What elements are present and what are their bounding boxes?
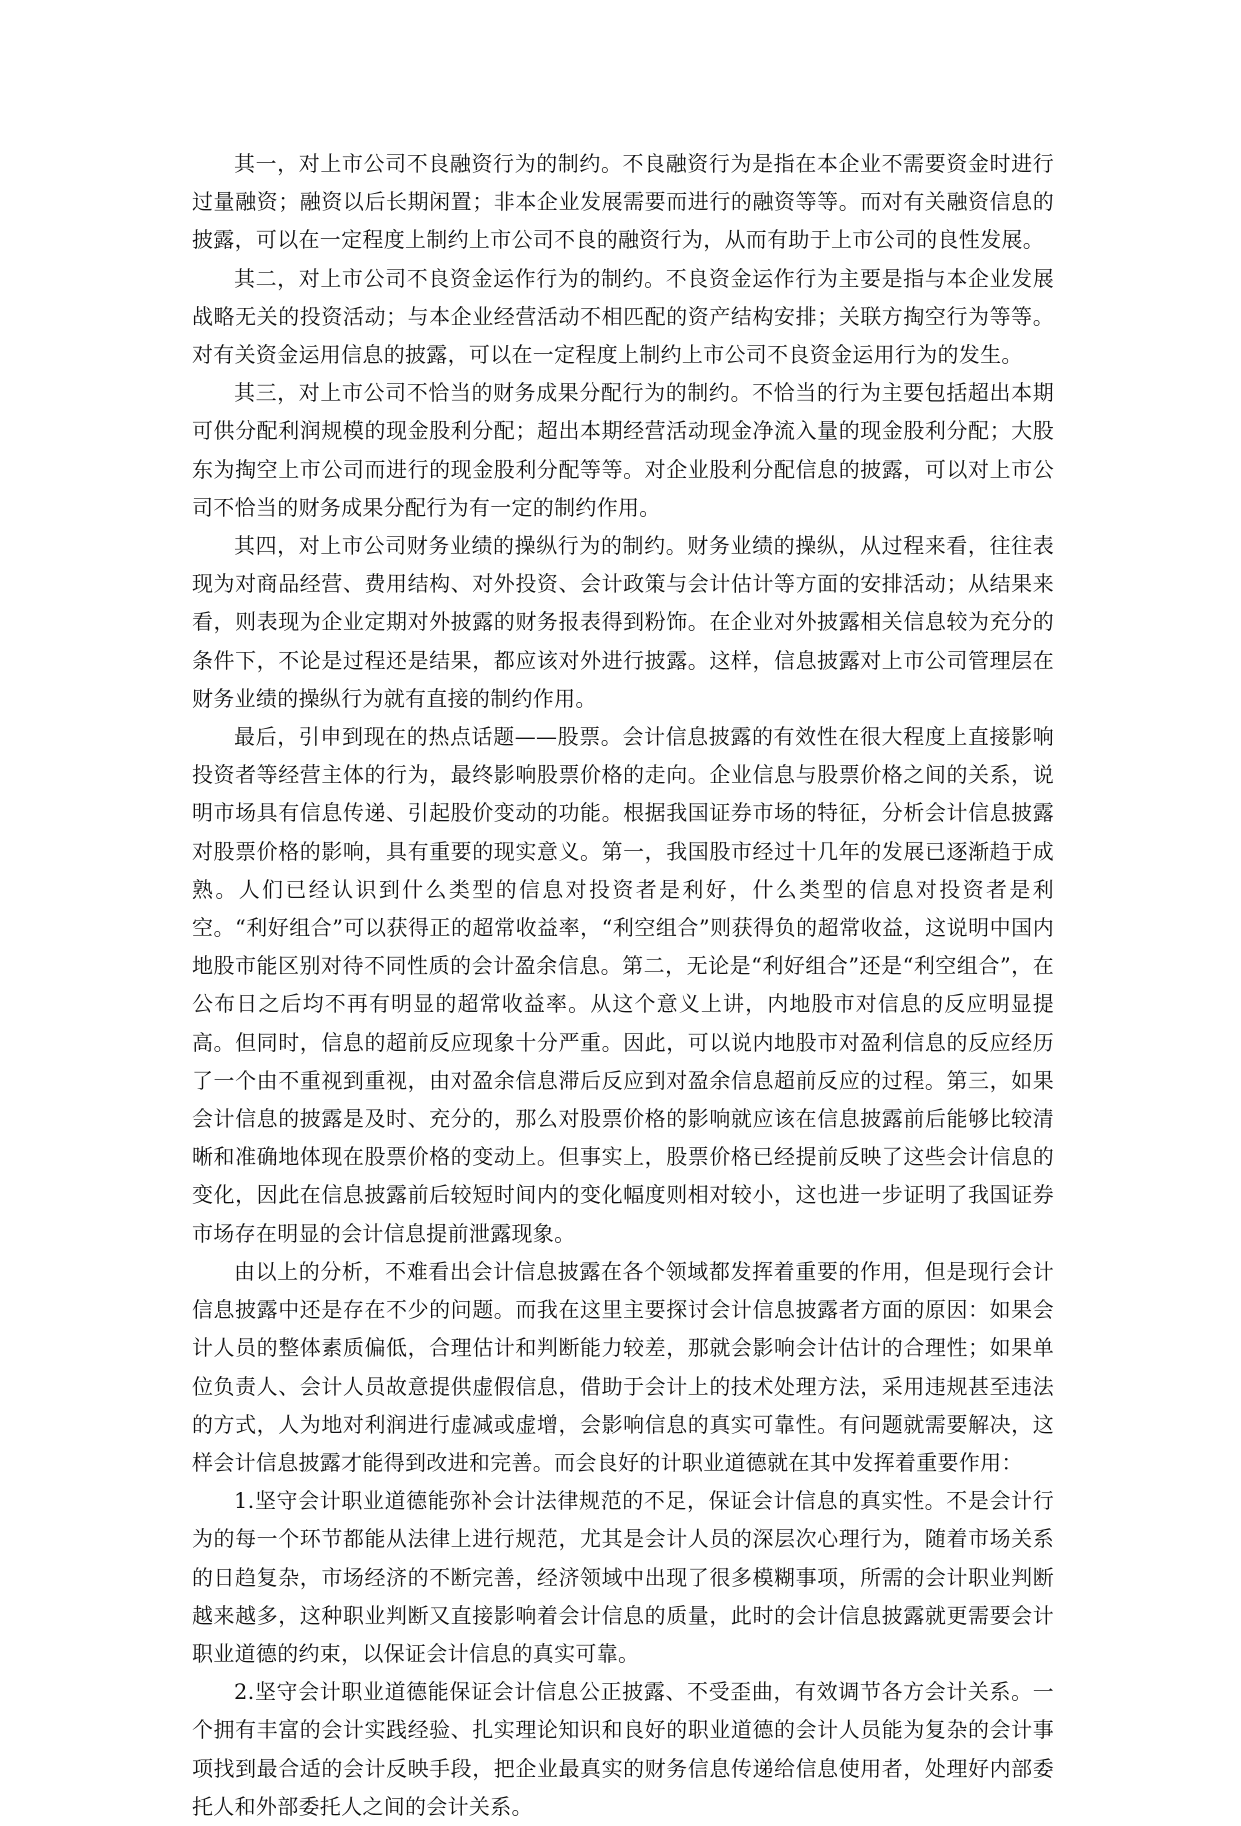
paragraph-capital-operation: 其二，对上市公司不良资金运作行为的制约。不良资金运作行为主要是指与本企业发展战略无关的投资活动；与本企业经营活动不相匹配的资产结构安排；关联方掏空行为等等。对有关资金运用信息的披露，可以在一定程度上制约上市公司不良资金运用行为的发生。 (192, 266, 1054, 368)
paragraph-point-one: 1.坚守会计职业道德能弥补会计法律规范的不足，保证会计信息的真实性。不是会计行为的每一个环节都能从法律上进行规范，尤其是会计人员的深层次心理行为，随着市场关系的日趋复杂，市场经济的不断完善，经济领域中出现了很多模糊事项，所需的会计职业判断越来越多，这种职业判断又直接影响着会计信息的质量，此时的会计信息披露就更需要会计职业道德的约束，以保证会计信息的真实可靠。 (192, 1489, 1054, 1666)
paragraph-profit-distribution: 其三，对上市公司不恰当的财务成果分配行为的制约。不恰当的行为主要包括超出本期可供分配利润规模的现金股利分配；超出本期经营活动现金净流入量的现金股利分配；大股东为掏空上市公司而进行的现金股利分配等等。对企业股利分配信息的披露，可以对上市公司不恰当的财务成果分配行为有一定的制约作用。 (192, 381, 1054, 520)
document-body (192, 145, 1054, 1826)
paragraph-analysis-summary: 由以上的分析，不难看出会计信息披露在各个领域都发挥着重要的作用，但是现行会计信息披露中还是存在不少的问题。而我在这里主要探讨会计信息披露者方面的原因：如果会计人员的整体素质偏低，合理估计和判断能力较差，那就会影响会计估计的合理性；如果单位负责人、会计人员故意提供虚假信息，借助于会计上的技术处理方法，采用违规甚至违法的方式，人为地对利润进行虚减或虚增，会影响信息的真实可靠性。有问题就需要解决，这样会计信息披露才能得到改进和完善。而会良好的计职业道德就在其中发挥着重要作用： (192, 1259, 1054, 1475)
paragraph-financing: 其一，对上市公司不良融资行为的制约。不良融资行为是指在本企业不需要资金时进行过量融资；融资以后长期闲置；非本企业发展需要而进行的融资等等。而对有关融资信息的披露，可以在一定程度上制约上市公司不良的融资行为，从而有助于上市公司的良性发展。 (192, 152, 1054, 253)
paragraph-point-two: 2.坚守会计职业道德能保证会计信息公正披露、不受歪曲，有效调节各方会计关系。一个拥有丰富的会计实践经验、扎实理论知识和良好的职业道德的会计人员能为复杂的会计事项找到最合适的会计反映手段，把企业最真实的财务信息传递给信息使用者，处理好内部委托人和外部委托人之间的会计关系。 (192, 1680, 1054, 1819)
paragraph-stock-market: 最后，引申到现在的热点话题——股票。会计信息披露的有效性在很大程度上直接影响投资者等经营主体的行为，最终影响股票价格的走向。企业信息与股票价格之间的关系，说明市场具有信息传递、引起股价变动的功能。根据我国证券市场的特征，分析会计信息披露对股票价格的影响，具有重要的现实意义。第一，我国股市经过十几年的发展已逐渐趋于成熟。人们已经认识到什么类型的信息对投资者是利好，什么类型的信息对投资者是利空。“利好组合”可以获得正的超常收益率，“利空组合”则获得负的超常收益，这说明中国内地股市能区别对待不同性质的会计盈余信息。第二，无论是“利好组合”还是“利空组合”，在公布日之后均不再有明显的超常收益率。从这个意义上讲，内地股市对信息的反应明显提高。但同时，信息的超前反应现象十分严重。因此，可以说内地股市对盈利信息的反应经历了一个由不重视到重视，由对盈余信息滞后反应到对盈余信息超前反应的过程。第三，如果会计信息的披露是及时、充分的，那么对股票价格的影响就应该在信息披露前后能够比较清晰和准确地体现在股票价格的变动上。但事实上，股票价格已经提前反映了这些会计信息的变化，因此在信息披露前后较短时间内的变化幅度则相对较小，这也进一步证明了我国证券市场存在明显的会计信息提前泄露现象。 (192, 725, 1054, 1246)
paragraph-performance-manipulation: 其四，对上市公司财务业绩的操纵行为的制约。财务业绩的操纵，从过程来看，往往表现为对商品经营、费用结构、对外投资、会计政策与会计估计等方面的安排活动；从结果来看，则表现为企业定期对外披露的财务报表得到粉饰。在企业对外披露相关信息较为充分的条件下，不论是过程还是结果，都应该对外进行披露。这样，信息披露对上市公司管理层在财务业绩的操纵行为就有直接的制约作用。 (192, 534, 1054, 711)
